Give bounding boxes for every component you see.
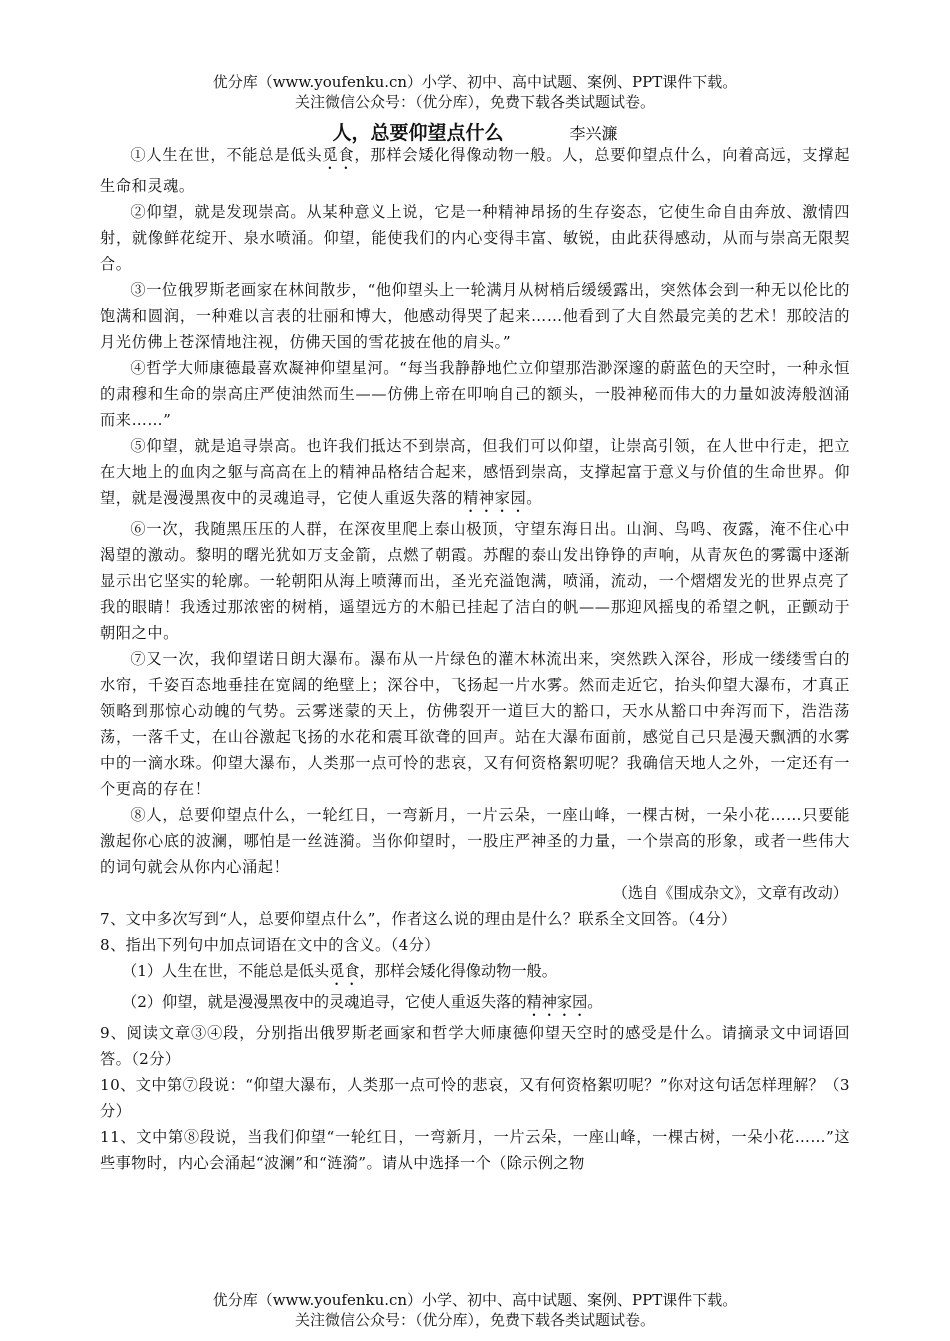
paragraph-1 xyxy=(100,142,850,199)
header-line-2: 关注微信公众号：（优分库），免费下载各类试题试卷。 xyxy=(294,93,655,111)
footer-line-2: 关注微信公众号：（优分库），免费下载各类试题试卷。 xyxy=(294,1311,655,1329)
paragraph-1-text-b: ，那样会矮化得像动物一般。人，总要仰望点什么，向着高远，支撑起生命和灵魂。 xyxy=(100,146,850,195)
paragraph-5-text-b: 。 xyxy=(526,489,543,507)
article-title-row xyxy=(0,118,950,144)
page-header xyxy=(0,72,950,112)
page-footer xyxy=(0,1290,950,1330)
footer-line-1: 优分库（www.youfenku.cn）小学、初中、高中试题、案例、PPT课件下载。 xyxy=(212,1291,738,1309)
emphasis-word-mishi: 觅食 xyxy=(322,146,355,164)
paragraph-5-text-a: ⑤仰望，就是追寻崇高。也许我们抵达不到崇高，但我们可以仰望，让崇高引领，在人世中行走，把立在大地上的血肉之躯与高高在上的精神品格结合起来，感悟到崇高，支撑起富于意义与价值的生命世界。仰望，就是漫漫黑夜中的灵魂追寻，它使人重返失落的 xyxy=(100,437,850,507)
question-8-item-2-emphasis: 精神家园 xyxy=(526,993,588,1011)
paragraph-6: ⑥一次，我随黑压压的人群，在深夜里爬上泰山极顶，守望东海日出。山涧、鸟鸣、夜露，淹不住心中渴望的激动。黎明的曙光犹如万支金箭，点燃了朝霞。苏醒的泰山发出铮铮的声响，从青灰色的雾霭中逐渐显示出它坚实的轮廓。一轮朝阳从海上喷薄而出，圣光充溢饱满，喷涌，流动，一个熠熠发光的世界点亮了我的眼睛！我透过那浓密的树梢，遥望远方的木船已挂起了洁白的帆——那迎风摇曳的希望之帆，正颤动于朝阳之中。 xyxy=(100,520,850,642)
paragraph-3: ③一位俄罗斯老画家在林间散步，“他仰望头上一轮满月从树梢后缓缓露出，突然体会到一种无以伦比的饱满和圆润，一种难以言表的壮丽和博大，他感动得哭了起来……他看到了大自然最完美的艺术！那皎洁的月光仿佛上苍深情地注视，仿佛天国的雪花披在他的肩头。” xyxy=(100,281,850,351)
paragraph-2: ②仰望，就是发现崇高。从某种意义上说，它是一种精神昂扬的生存姿态，它使生命自由奔放、激情四射，就像鲜花绽开、泉水喷涌。仰望，能使我们的内心变得丰富、敏锐，由此获得感动，从而与崇高无限契合。 xyxy=(100,203,850,273)
question-11: 11、文中第⑧段说，当我们仰望“一轮红日，一弯新月，一片云朵，一座山峰，一棵古树，一朵小花……”这些事物时，内心会涌起“波澜”和“涟漪”。请从中选择一个（除示例之物 xyxy=(100,1128,850,1172)
article-author: 李兴濂 xyxy=(569,124,618,143)
header-line-1: 优分库（www.youfenku.cn）小学、初中、高中试题、案例、PPT课件下载。 xyxy=(212,73,738,91)
question-7: 7、文中多次写到“人，总要仰望点什么”，作者这么说的理由是什么？联系全文回答。（4分） xyxy=(100,910,737,928)
article-body xyxy=(100,142,850,1176)
question-10: 10、文中第⑦段说：“仰望大瀑布，人类那一点可怜的悲哀，又有何资格絮叨呢？”你对这句话怎样理解？（3分） xyxy=(100,1076,850,1120)
article-title: 人，总要仰望点什么 xyxy=(332,122,504,144)
paragraph-4: ④哲学大师康德最喜欢凝神仰望星河。“每当我静静地伫立仰望那浩渺深邃的蔚蓝色的天空时，一种永恒的肃穆和生命的崇高庄严使油然而生——仿佛上帝在叩响自己的额头，一股神秘而伟大的力量如波涛般汹涌而来……” xyxy=(100,359,850,429)
question-8-item-1-text-a: （1）人生在世，不能总是低头 xyxy=(122,962,330,980)
question-8-item-1-text-b: ，那样会矮化得像动物一般。 xyxy=(359,962,557,980)
question-8: 8、指出下列句中加点词语在文中的含义。（4分） xyxy=(100,936,440,954)
question-8-item-2 xyxy=(100,989,850,1020)
question-8-item-1 xyxy=(100,958,850,989)
emphasis-word-jingshenjiayuan: 精神家园 xyxy=(463,489,527,507)
question-8-item-2-text-a: （2）仰望，就是漫漫黑夜中的灵魂追寻，它使人重返失落的 xyxy=(122,993,527,1011)
paragraph-5 xyxy=(100,433,850,516)
question-9: 9、阅读文章③④段，分别指出俄罗斯老画家和哲学大师康德仰望天空时的感受是什么。请摘录文中词语回答。（2分） xyxy=(100,1024,850,1068)
paragraph-8: ⑧人，总要仰望点什么，一轮红日，一弯新月，一片云朵，一座山峰，一棵古树，一朵小花……只要能激起你心底的波澜，哪怕是一丝涟漪。当你仰望时，一股庄严神圣的力量，一个崇高的形象，或者一些伟大的词句就会从你内心涌起！ xyxy=(100,806,850,876)
paragraph-1-text-a: ①人生在世，不能总是低头 xyxy=(130,146,323,164)
question-8-item-2-text-b: 。 xyxy=(587,993,603,1011)
question-8-item-1-emphasis: 觅食 xyxy=(329,962,360,980)
article-source: （选自《围成杂文》，文章有改动） xyxy=(612,884,848,902)
paragraph-7: ⑦又一次，我仰望诺日朗大瀑布。瀑布从一片绿色的灌木林流出来，突然跌入深谷，形成一缕缕雪白的水帘，千姿百态地垂挂在宽阔的绝壁上；深谷中，飞扬起一片水雾。然而走近它，抬头仰望大瀑布，才真正领略到那惊心动魄的气势。云雾迷蒙的天上，仿佛裂开一道巨大的豁口，天水从豁口中奔泻而下，浩浩荡荡，一落千丈，在山谷激起飞扬的水花和震耳欲聋的回声。站在大瀑布面前，感觉自己只是漫天飘洒的水雾中的一滴水珠。仰望大瀑布，人类那一点可怜的悲哀，又有何资格絮叨呢？我确信天地人之外，一定还有一个更高的存在！ xyxy=(100,650,850,798)
